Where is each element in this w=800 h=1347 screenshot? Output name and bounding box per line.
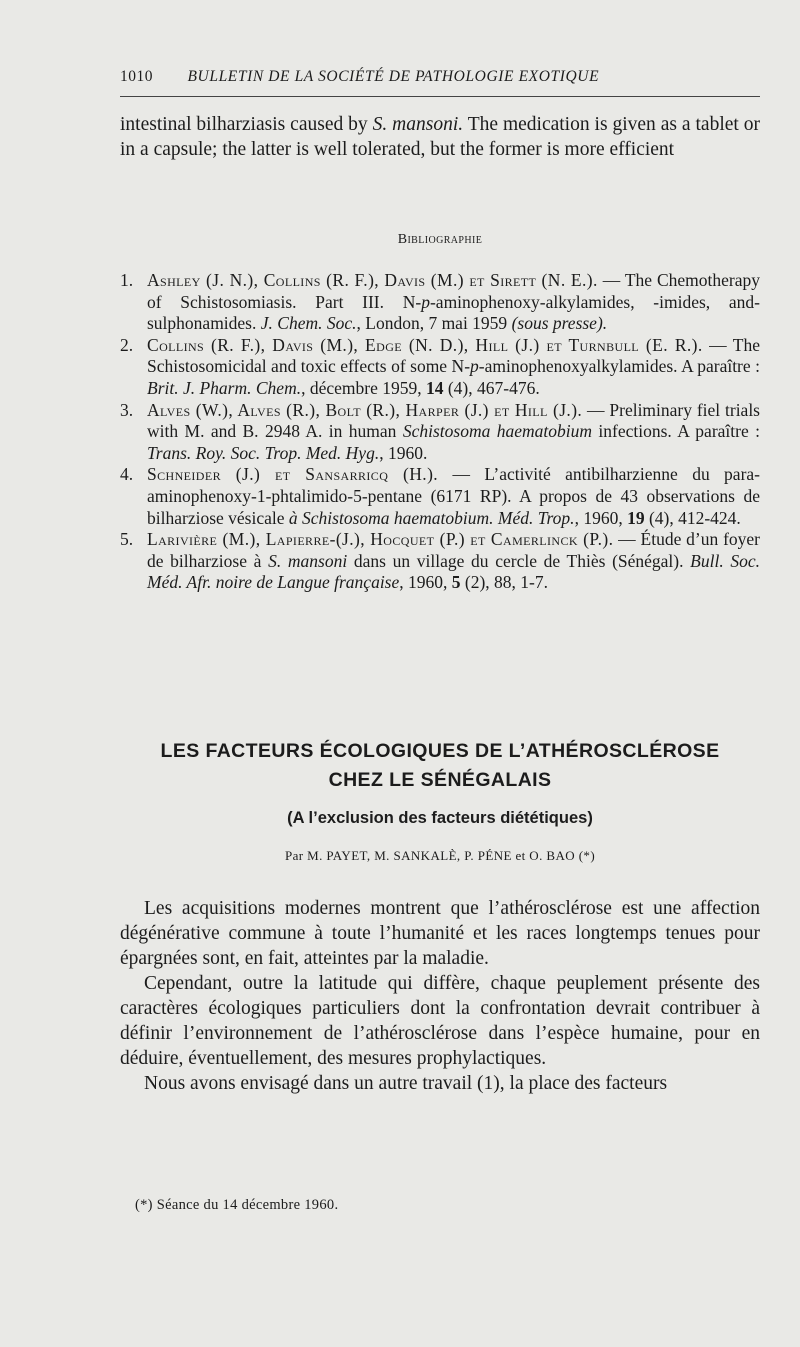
reference-text: -aminophenoxyalkylamides. A paraître : [478,356,760,377]
reference-item [120,529,760,594]
reference-text: -aminophenoxy-alkylamides, -imides, and-sulphonamides. [147,291,760,334]
reference-text: — The Chemotherapy of Schistosomiasis. Part III. N- [147,270,760,312]
reference-authors: Schneider (J.) et Sansarricq (H.). [147,464,439,485]
paragraph: Cependant, outre la latitude qui diffère, chaque peuplement présente des caractères écologiques particuliers dont la confrontation devrait contribuer à définir l’environnement de l’athérosclérose dans l’espèce humaine, pour en déduire, éventuellement, des mesures prophylactiques. [120,973,760,1069]
reference-italic: p [470,356,479,377]
reference-item [120,464,760,529]
article-title-line-1: LES FACTEURS ÉCOLOGIQUES DE L’ATHÉROSCLÉROSE [160,740,720,762]
reference-italic: p [421,291,430,312]
reference-item [120,400,760,465]
reference-text: dans un village du cercle de Thiès (Sénégal). [347,550,691,571]
reference-journal: Bull. Soc. Méd. Afr. noire de Langue française [147,550,761,593]
reference-text: (4), 412-424. [644,507,741,528]
reference-text: , décembre 1959, [301,377,426,398]
reference-journal: J. Chem. Soc. [260,313,357,334]
reference-volume: 14 [425,377,444,398]
article-body [120,896,760,1096]
reference-volume: 19 [627,507,645,528]
article-title-line-2: CHEZ LE SÉNÉGALAIS [328,769,552,791]
page-number: 1010 [120,68,153,85]
intro-text-continued: The medication is given as a tablet or in a capsule; the latter is well tolerated, but the former is more efficient [120,114,760,160]
reference-number: 1. [120,270,134,290]
reference-text: , 1960, [574,507,628,528]
running-header [120,68,760,86]
footnote: (*) Séance du 14 décembre 1960. [135,1197,339,1213]
reference-species: Schistosoma haematobium [402,421,593,442]
reference-item [120,335,760,400]
journal-title: BULLETIN DE LA SOCIÉTÉ DE PATHOLOGIE EXOTIQUE [187,68,600,85]
reference-authors: Larivière (M.), Lapierre-(J.), Hocquet (P.) et Camerlinck (P.). [147,529,614,550]
reference-note: (sous presse). [511,313,608,334]
reference-journal: Brit. J. Pharm. Chem. [147,377,302,398]
article-subtitle: (A l’exclusion des facteurs diététiques) [287,809,593,827]
reference-authors: Collins (R. F.), Davis (M.), Edge (N. D.), Hill (J.) et Turnbull (E. R.). [147,334,703,355]
previous-article-conclusion [120,112,760,162]
reference-volume: 5 [451,572,461,593]
paragraph: Nous avons envisagé dans un autre travail (1), la place des facteurs [144,1073,668,1094]
reference-journal: Trans. Roy. Soc. Trop. Med. Hyg. [147,442,380,463]
reference-text: — Preliminary fiel trials with M. and B. 2948 A. in human [147,399,760,442]
reference-species: S. mansoni [268,550,348,571]
paragraph: Les acquisitions modernes montrent que l’athérosclérose est une affection dégénérative commune à toute l’humanité et les races longtemps tenues pour épargnées sont, en fait, atteintes par la maladie. [120,898,760,969]
reference-item [120,270,760,335]
reference-text: , 1960. [379,442,428,463]
reference-authors: Alves (W.), Alves (R.), Bolt (R.), Harper (J.) et Hill (J.). [147,399,583,420]
intro-species: S. mansoni. [372,114,464,135]
intro-text: intestinal bilharziasis caused by [120,114,373,135]
article-authors: Par M. PAYET, M. SANKALÈ, P. PÉNE et O. BAO (*) [284,848,596,863]
reference-text: — L’activité antibilharzienne du para-aminophenoxy-1-phtalimido-5-pentane (6171 RP). A propos de 43 observations de bilharziose vésicale [147,464,761,528]
bibliography-heading: Bibliographie [397,232,483,247]
reference-authors: Ashley (J. N.), Collins (R. F.), Davis (M.) et Sirett (N. E.). [147,270,598,290]
reference-text: , 1960, [399,572,452,593]
reference-text: (4), 467-476. [443,377,540,398]
reference-text: , London, 7 mai 1959 [356,313,512,334]
reference-number: 5. [120,529,134,550]
reference-text: (2), 88, 1-7. [460,572,548,593]
reference-species: à Schistosoma haematobium. Méd. Trop. [288,507,575,528]
bibliography-list [120,270,760,594]
reference-number: 4. [120,464,134,485]
reference-text: infections. A paraître : [592,421,760,442]
reference-number: 2. [120,334,134,355]
reference-text: — The Schistosomicidal and toxic effects of some N- [147,334,760,377]
header-rule [120,96,760,97]
reference-text: — Étude d’un foyer de bilharziose à [147,529,760,571]
reference-number: 3. [120,399,134,420]
